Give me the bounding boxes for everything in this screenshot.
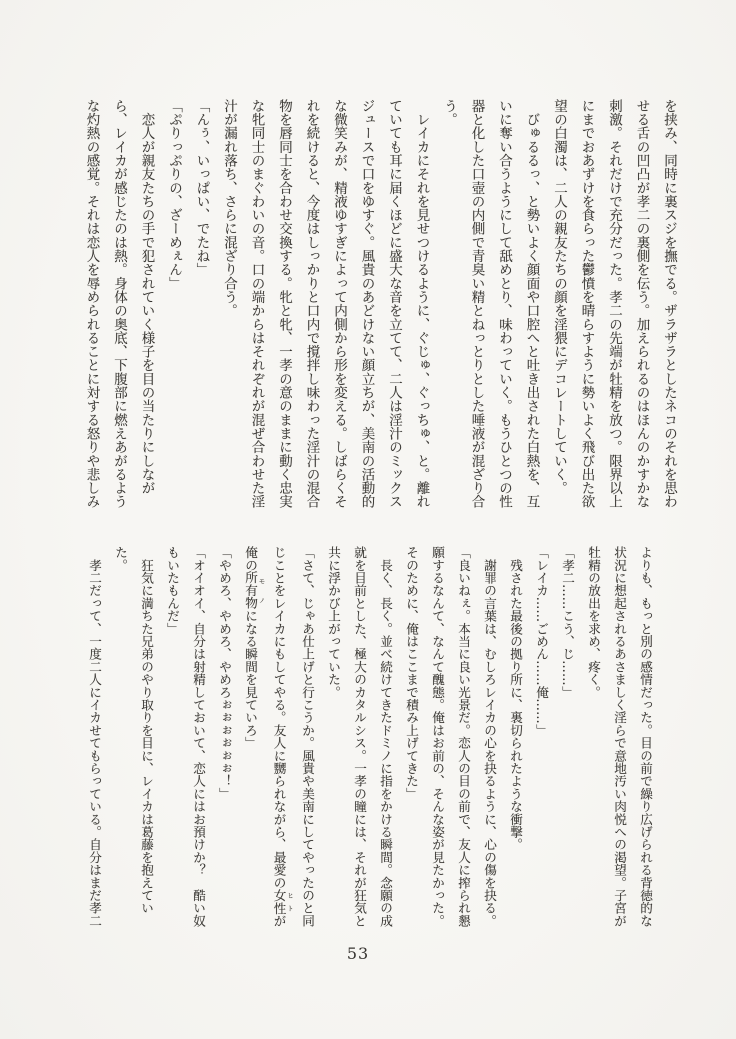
text-column: 「んぅ、いっぱい、でたね」 (193, 99, 210, 277)
text-column: う。 (441, 99, 457, 127)
text-column: 孝二だって、一度二人にイカせてもらっている。自分はまだ孝二 (87, 546, 102, 927)
text-column: 「さて、じゃあ仕上げと行こうか。風貴や美南にしてやったのと同 (300, 546, 315, 927)
text-column: 刺激。それだけで充分だった。孝二の先端が牡精を放つ。限界以上 (606, 99, 622, 509)
text-column: いに奪い合うようにして舐めとり、味わっていく。もうひとつの性 (496, 99, 512, 509)
text-column: を挟み、同時に裏スジを撫でる。ザラザラとしたネコのそれを思わ (661, 99, 677, 509)
text-column: 物を唇同士を合わせ交換する。牝と牝、一孝の意のままに動く忠実 (276, 99, 292, 509)
text-block-bottom (86, 546, 658, 930)
text-column: ジュースで口をゆすぐ。風貴のあどけない顔立ちが、美南の活動的 (358, 99, 375, 509)
text-column: せる舌の凹凸が孝二の裏側を伝う。加えられるのはほんのかすかな (633, 99, 650, 509)
text-column: な牝同士のまぐわいの音。口の端からはそれぞれが混ぜ合わせた淫 (248, 99, 265, 509)
text-column: 「やめろ、やめろ、やめろぉぉぉぉぉぉ！」 (217, 546, 232, 800)
text-column: そのために、俺はここまで積み上げてきた」 (404, 546, 419, 800)
ruby-annotated-word: 所有物 モノ (243, 571, 266, 610)
text-column: 狂気に満ちた兄弟のやり取りを目に、レイカは葛藤を抱えてい (139, 546, 154, 915)
text-column: レイカにそれを見せつけるように、ぐじゅ、ぐっちゅ、と。離れ (413, 99, 430, 509)
text-column: 俺の所有物 モノになる瞬間を見ていろ」 (243, 546, 266, 750)
text-block-top (76, 99, 682, 515)
text-column: じことをレイカにもしてやる。友人に嬲られながら、最愛の女性 ヒトが (271, 546, 294, 928)
text-column: 共に浮かび上がっていた。 (326, 546, 341, 699)
text-column: もいたもんだ」 (165, 546, 180, 635)
text-column: れを続けると、今度はしっかりと口内で撹拌し味わった淫汁の混合 (303, 99, 320, 509)
text-column: 恋人が親友たちの手で犯されていく様子を目の当たりにしなが (138, 99, 155, 495)
text-column: よりも、もっと別の感情だった。目の前で繰り広げられる背徳的な (638, 546, 653, 927)
text-column: 就を目前とした、極大のカタルシス。一孝の瞳には、それが狂気と (352, 546, 367, 927)
text-column: 望の白濁は、二人の親友たちの顔を淫猥にデコレートしていく。 (551, 99, 567, 495)
text-column: ら、レイカが感じたのは熱。身体の奥底、下腹部に燃えあがるよう (111, 99, 127, 509)
text-column: 「レイカ……ごめん……俺……」 (534, 546, 549, 737)
text-column: な灼熱の感覚。それは恋人を辱められることに対する怒りや悲しみ (83, 99, 100, 509)
text-column: 長く、長く。並べ続けてきたドミノに指をかける瞬間。念願の成 (378, 546, 393, 927)
text-column: ていても耳に届くほどに盛大な音を立てて、二人は淫汁のミックス (386, 99, 402, 509)
text-column: 汁が漏れ落ち、さらに混ざり合う。 (221, 99, 237, 318)
text-column: にまでおあずけを食らった鬱憤を晴らすように勢いよく飛び出た欲 (578, 99, 595, 509)
ruby-annotated-word: 女性 ヒト (271, 888, 294, 915)
text-column: 牡精の放出を求め、疼く。 (586, 546, 601, 699)
text-column: 「ぷりっぷりの、ざーめぇん」 (166, 99, 182, 291)
text-column: 「良いねぇ。本当に良い光景だ。恋人の目の前で、友人に搾られ懇 (456, 546, 471, 927)
text-column: 願するなんて、なんて醜態。俺はお前の、そんな姿が見たかった。 (430, 546, 445, 927)
text-column: 器と化した口壺の内側で青臭い精とねっとりとした唾液が混ざり合 (468, 99, 485, 509)
text-column: 残された最後の拠り所に、裏切られたような衝撃。 (508, 546, 523, 851)
page-number: 53 (346, 944, 370, 963)
text-column: た。 (113, 546, 128, 572)
text-column: 状況に想起されるあさましく淫らで意地汚い肉悦への渇望。子宮が (612, 546, 627, 927)
text-column: な微笑みが、精液ゆすぎによって内側から形を変える。しばらくそ (331, 99, 347, 509)
text-column: 「オイオイ、自分は射精しておいて、恋人にはお預けか？ 酷い奴 (191, 546, 206, 927)
text-column: びゅるるっ、と勢いよく顔面や口腔へと吐き出された白熱を、互 (523, 99, 540, 509)
text-column: 「孝二……こう、じ……」 (560, 546, 575, 699)
text-column: 謝罪の言葉は、むしろレイカの心を抉るように、心の傷を抉る。 (482, 546, 497, 927)
